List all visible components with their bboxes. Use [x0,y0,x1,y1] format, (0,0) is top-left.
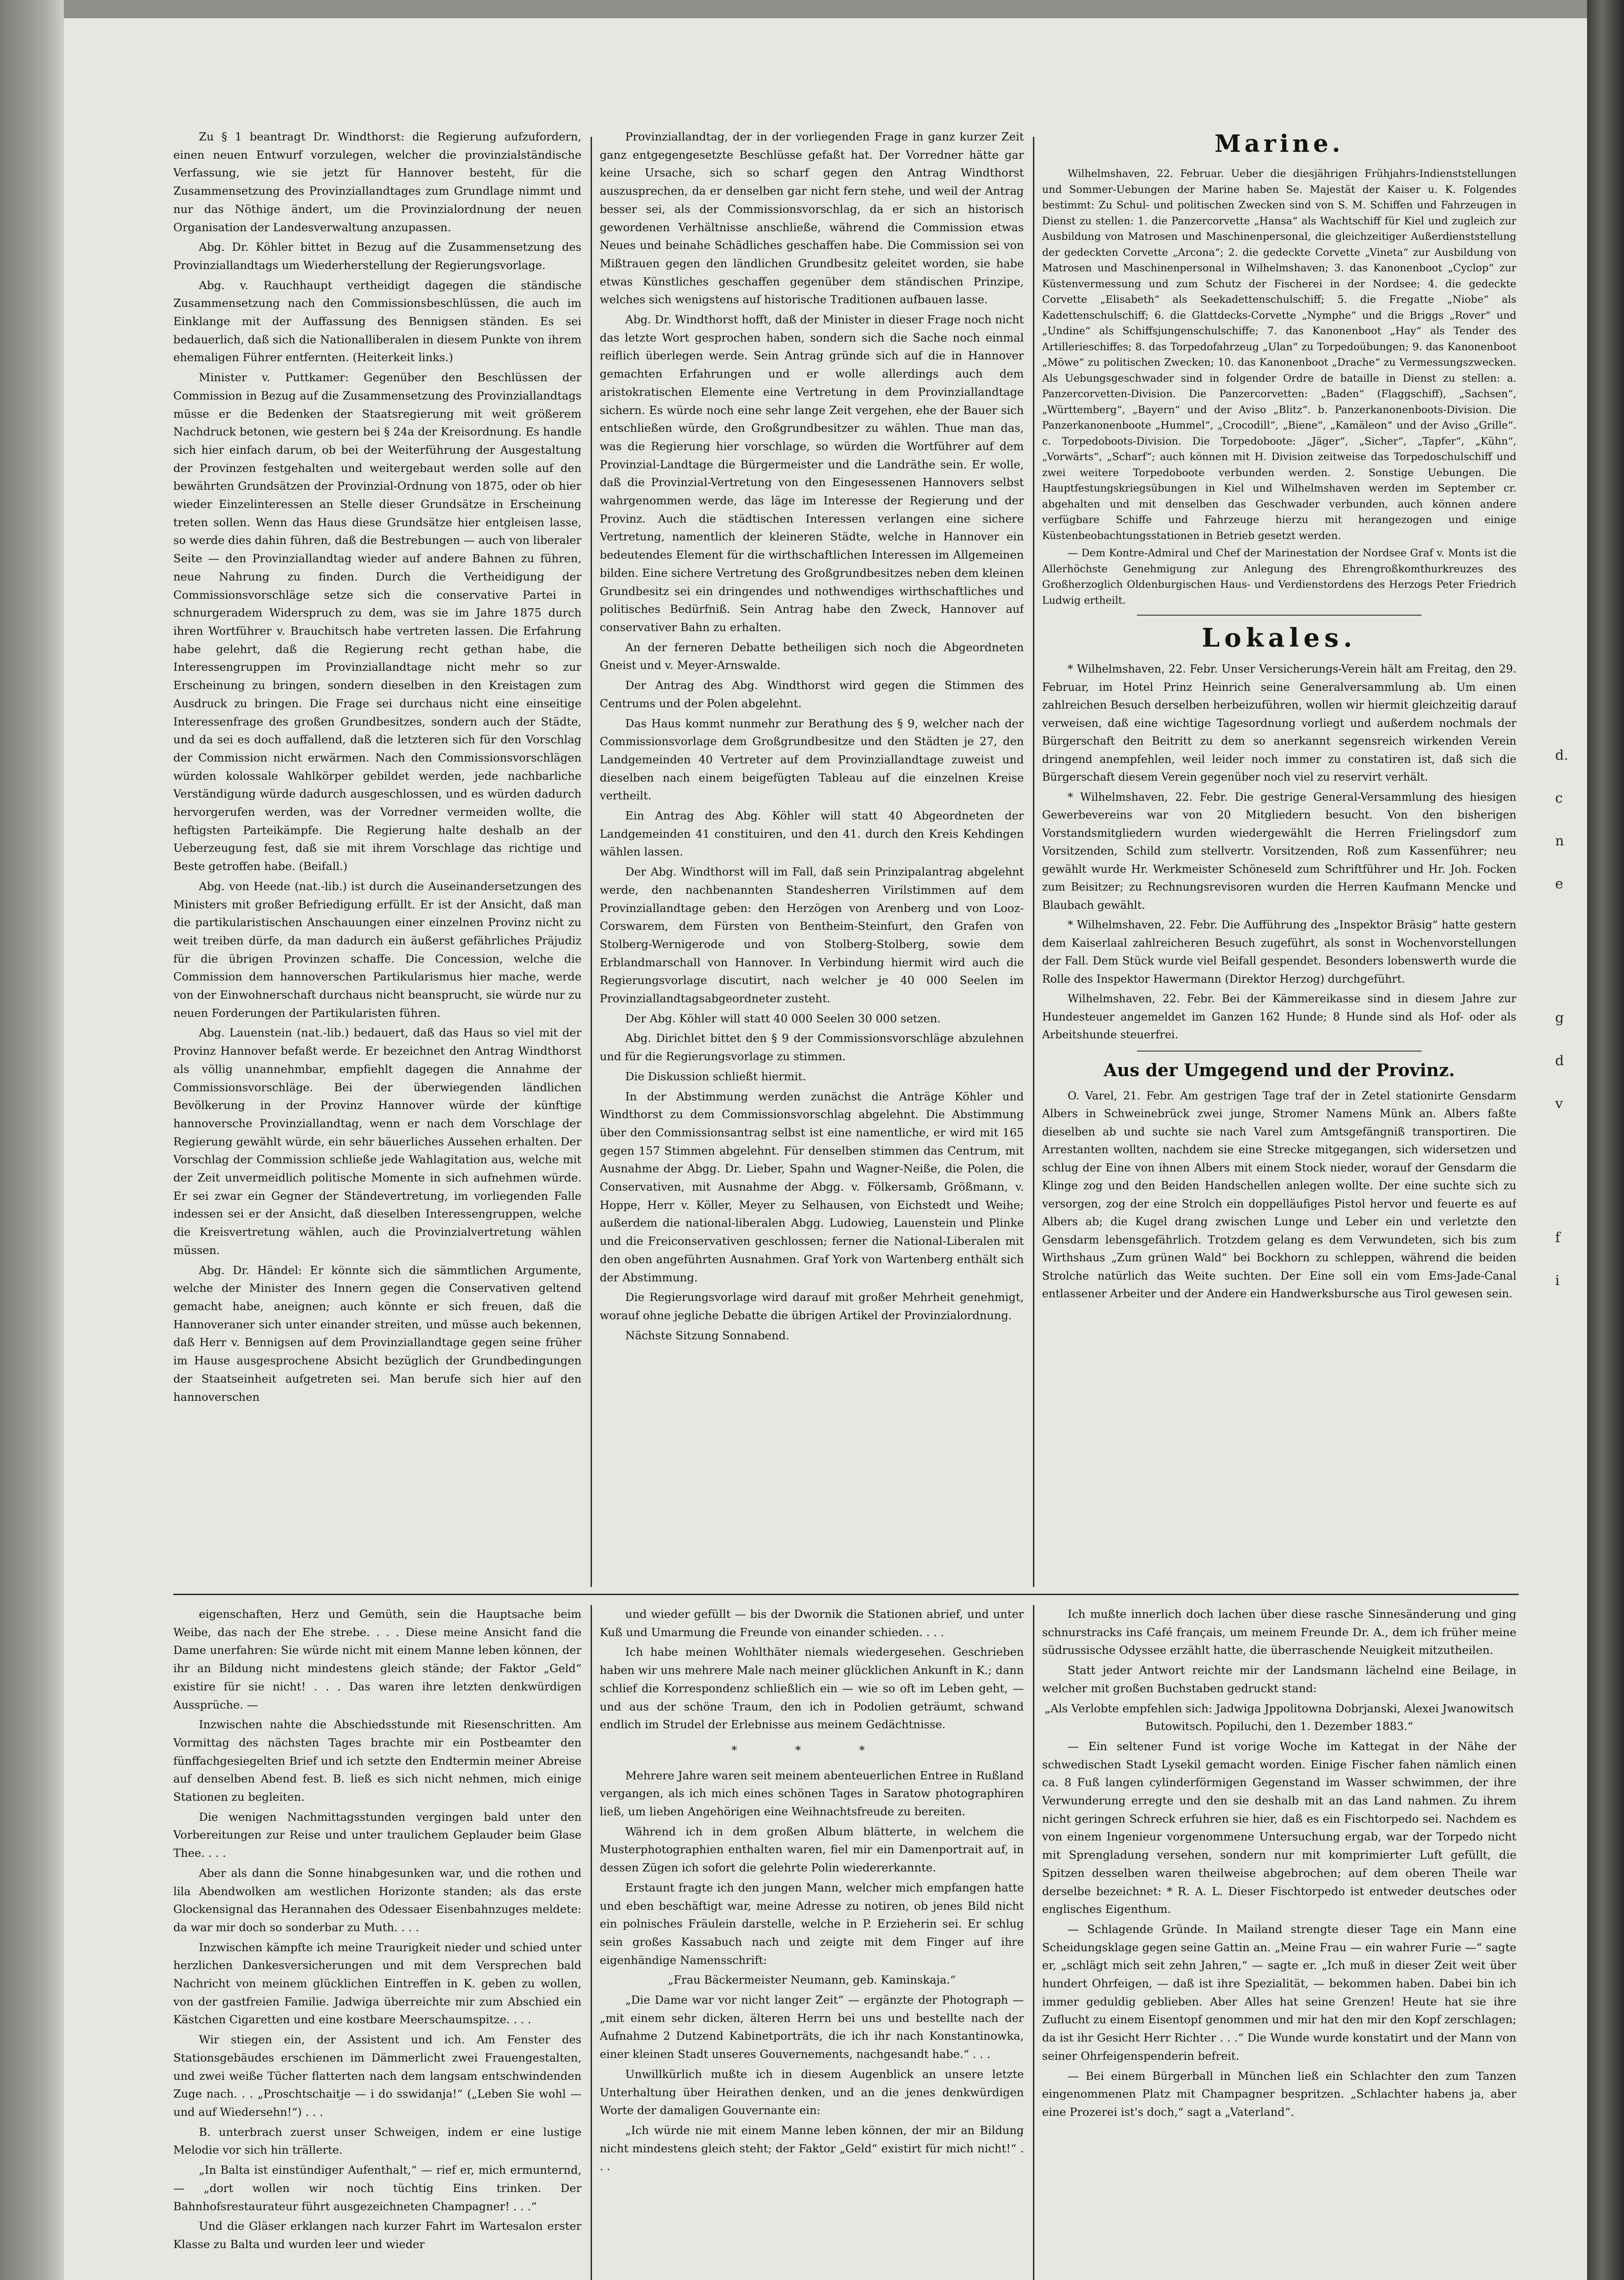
section-title-marine: Marine. [1214,130,1344,158]
article-paragraphs [600,128,1024,1344]
paragraph: — Ein seltener Fund ist vorige Woche im Kattegat in der Nähe der schwedischen Stadt Lysekil gemacht worden. Einige Fischer fahen nämlich einen ca. 8 Fuß langen cylinderförmigen Gegenstand im Wasser schwimmen, der ihre Verwunderung erregte und den sie deshalb mit an das Land nahmen. Zu ihrem nicht geringen Schreck erfuhren sie hier, daß es ein Fischtorpedo sei. Nachdem es von einem Ingenieur vorgenommene Untersuchung ergab, war der Torpedo nicht mit Sprengladung versehen, sondern nur mit komprimierter Luft gefüllt, die Spitzen desselben waren theilweise abgebrochen; auf dem oberen Theile war derselbe bezeichnet: * R. A. L. Dieser Fischtorpedo ist entweder deutsches oder englisches Eigenthum. [1042,1739,1516,1916]
column-divider [1033,137,1034,1587]
margin-marks [1555,748,1582,1289]
paragraph: — Bei einem Bürgerball in München ließ ein Schlachter den zum Tanzen eingenommenen Platz mit Champagner bespritzen. „Schlachter habens ja, aber eine Prozerei ist's doch,“ sagt a „Vaterland“. [1042,2069,1516,2119]
paragraph: Der Abg. Windthorst will im Fall, daß sein Prinzipalantrag abgelehnt werde, den nachbenannten Standesherren Virilstimmen auf dem Provinziallandtage geben: den Herzögen von Arenberg und von Looz-Corswarem, dem Fürsten von Bentheim-Steinfurt, den Grafen von Stolberg-Wernigerode und von Stolberg-Stolberg, sowie dem Erblandmarschall von Hannover. In Verbindung hiermit wird auch die Regierungsvorlage discutirt, nach welcher je 40 000 Seelen im Provinziallandtagsabgeordneter zusteht. [600,865,1024,1005]
paragraph: „Die Dame war vor nicht langer Zeit“ — ergänzte der Photograph — „mit einem sehr dicken, älteren Herrn bei uns und bestellte nach der Aufnahme 2 Dutzend Kabinetporträts, die ich ihr nach Konstantinowka, einer kleinen Stadt unseres Gouvernements, nachgesandt habe.“ . . . [600,1993,1024,2061]
paragraph: Der Antrag des Abg. Windthorst wird gegen die Stimmen des Centrums und der Polen abgelehnt. [600,679,1024,710]
margin-mark: g [1555,1010,1564,1026]
paragraph: Abg. Dr. Windthorst hofft, daß der Minister in dieser Frage noch nicht das letzte Wort gesprochen haben, sondern sich die Sache noch einmal reiflich überlegen werde. Sein Antrag gründe sich auf die in Hannover gemachten Erfahrungen und er wolle allerdings auch dem aristokratischen Elemente eine Vertretung in dem Provinziallandtage sichern. Es würde noch eine sehr lange Zeit vergehen, ehe der Bauer sich entschließen würde, den Großgrundbesitzer zu wählen. Thue man das, was die Regierung hier vorschlage, so würden die Wortführer auf dem Provinzial-Landtage die Bürgermeister und die Landräthe sein. Er wolle, daß die Provinzial-Vertretung von den Eingesessenen Hannovers selbst wahrgenommen werde, das läge im Interesse der Regierung und der Provinz. Auch die städtischen Interessen verlangen eine sichere Vertretung, namentlich der kleineren Städte, welche in Hannover ein bedeutendes Element für die wirthschaftlichen Interessen im Allgemeinen bilden. Eine sichere Vertretung des Großgrundbesitzes neben dem kleinen Grundbesitz sei ein dringendes und nothwendiges wirthschaftliches und politisches Bedürfniß. Sein Antrag habe den Zweck, Hannover auf conservativer Bahn zu erhalten. [600,313,1024,634]
column-divider [1033,1605,1034,2280]
bottom-column-2 [600,1605,1024,2280]
top-column-3 [1042,128,1516,1585]
paragraph: Die wenigen Nachmittagsstunden vergingen bald unter den Vorbereitungen zur Reise und unter traulichem Geplauder beim Glase Thee. . . . [173,1810,581,1860]
paragraph: * Wilhelmshaven, 22. Febr. Die gestrige General-Versammlung des hiesigen Gewerbevereins war von 20 Mitgliedern besucht. Von den bisherigen Vorstandsmitgliedern wurden wiedergewählt die Herren Frielingsdorf zum Vorsitzenden, Schild zum stellvertr. Vorsitzenden, Roß zum Kassenführer; neu gewählt wurde Hr. Werkmeister Schöneseld zum Schriftführer und Hr. Joh. Focken zum Beisitzer; zu Rechnungsrevisoren wurden die Herren Kaufmann Mencke und Blaubach gewählt. [1042,790,1516,912]
paragraph: Während ich in dem großen Album blätterte, in welchem die Musterphotographien enthalten waren, fiel mir ein Damenportrait auf, in dessen Zügen ich sofort die gelehrte Polin wiedererkannte. [600,1824,1024,1875]
paragraph: Zu § 1 beantragt Dr. Windthorst: die Regierung aufzufordern, einen neuen Entwurf vorzulegen, welcher die provinzialständische Verfassung, wie sie jetzt für Hannover besteht, für die Zusammensetzung des Provinziallandtages zum Grundlage nimmt und nur das Nöthige ändert, um die Provinzialordnung der neuen Organisation der Landesverwaltung anzupassen. [173,130,581,234]
paragraph: und wieder gefüllt — bis der Dwornik die Stationen abrief, und unter Kuß und Umarmung die Freunde von einander schieden. . . . [600,1607,1024,1639]
paragraph: Inzwischen nahte die Abschiedsstunde mit Riesenschritten. Am Vormittag des nächsten Tages brachte mir ein Postbeamter den fünffachgesiegelten Brief und ich setzte den Endtermin meiner Abreise auf denselben Abend fest. B. ließ es sich nicht nehmen, mich einige Stationen zu begleiten. [173,1718,581,1804]
paragraph: * Wilhelmshaven, 22. Febr. Die Aufführung des „Inspektor Bräsig“ hatte gestern dem Kaiserlaal zahlreicheren Besuch zugeführt, als sonst in Wochenvorstellungen der Fall. Dem Stück wurde viel Beifall gespendet. Besonders lobenswerth wurde die Rolle des Inspektor Hawermann (Direktor Herzog) durchgeführt. [1042,918,1516,985]
lokales-paragraphs [1042,660,1516,1044]
paragraph: Abg. v. Rauchhaupt vertheidigt dagegen die ständische Zusammensetzung nach den Commissionsbeschlüssen, die auch im Einklange mit der Auffassung des Bennigsen ständen. Es sei bedauerlich, daß sich die Nationalliberalen in diesem Punkte von ihrem ehemaligen Führer entfernten. (Heiterkeit links.) [173,278,581,364]
paragraph: Abg. Dirichlet bittet den § 9 der Commissionsvorschläge abzulehnen und für die Regierungsvorlage zu stimmen. [600,1031,1024,1063]
scan-right-edge [1587,0,1624,2280]
margin-mark: e [1555,876,1563,892]
paragraph: Wilhelmshaven, 22. Febr. Bei der Kämmereikasse sind in diesem Jahre zur Hundesteuer angemeldet im Ganzen 162 Hunde; 8 Hunde sind als Hof- oder als Arbeitshunde steuerfrei. [1042,992,1516,1041]
margin-mark: v [1555,1096,1563,1112]
paragraph: Abg. von Heede (nat.-lib.) ist durch die Auseinandersetzungen des Ministers mit großer Befriedigung erfüllt. Er ist der Ansicht, daß man die partikularistischen Anschauungen einer einzelnen Provinz nicht zu weit treiben dürfe, da man dadurch ein äußerst gefährliches Präjudiz für die übrigen Provinzen schaffe. Die Concession, welche die Commission dem hannoverschen Partikularismus hier mache, werde von der Einwohnerschaft durchaus nicht beansprucht, sie würde nur zu neuen Forderungen der Partikularisten führen. [173,879,581,1020]
section-rule [1137,1051,1422,1052]
paragraph: An der ferneren Debatte betheiligen sich noch die Abgeordneten Gneist und v. Meyer-Arnswalde. [600,640,1024,672]
paragraph: Wilhelmshaven, 22. Februar. Ueber die diesjährigen Frühjahrs-Indienststellungen und Sommer-Uebungen der Marine haben Se. Majestät der Kaiser u. K. Folgendes bestimmt: Zu Schul- und politischen Zwecken sind von S. M. Schiffen und Fahrzeugen in Dienst zu stellen: 1. die Panzercorvette „Hansa“ als Wachtschiff für Kiel und zugleich zur Ausbildung von Matrosen und Maschinenpersonal, die gleichzeitiger Außerdienststellung der gedeckten Corvette „Arcona“; 2. die gedeckte Corvette „Vineta“ zur Ausbildung von Matrosen und Maschinenpersonal in Wilhelmshaven; 3. das Kanonenboot „Cyclop“ zur Küstenvermessung und zum Schutz der Fischerei in der Nordsee; 4. die gedeckte Corvette „Elisabeth“ als Seekadettenschulschiff; 5. die Fregatte „Niobe“ als Kadettenschulschiff; 6. die Glattdecks-Corvette „Nymphe“ und die Briggs „Rover“ und „Undine“ als Schiffsjungenschulschiffe; 7. das Kanonenboot „Hay“ als Tender des Artillerieschiffes; 8. das Torpedofahrzeug „Ulan“ zu Torpedoübungen; 9. das Kanonenboot „Möwe“ zu politischen Zwecken; 10. das Kanonenboot „Drache“ zu Vermessungszwecken. Als Uebungsgeschwader sind in folgender Ordre de bataille in Dienst zu stellen: a. Panzercorvetten-Division. Die Panzercorvetten: „Baden“ (Flaggschiff), „Sachsen“, „Württemberg“, „Bayern“ und der Aviso „Blitz“. b. Panzerkanonenboots-Division. Die Panzerkanonenboote „Hummel“, „Crocodill“, „Biene“, „Kamäleon“ und der Aviso „Grille“. c. Torpedoboots-Division. Die Torpedoboote: „Jäger“, „Sicher“, „Tapfer“, „Kühn“, „Vorwärts“, „Scharf“; auch können mit H. Division zeitweise das Torpedoschulschiff und zwei weitere Torpedoboote verbunden werden. 2. Sonstige Uebungen. Die Hauptfestungskriegsübungen in Kiel und Wilhelmshaven werden im September cr. abgehalten und mit denselben das Geschwader verbunden, auch können andere verfügbare Schiffe und Fahrzeuge hierzu mit herangezogen und einige Küstenbeobachtungsstationen in Betrieb gesetzt werden. [1042,168,1516,542]
paragraph: Ich habe meinen Wohlthäter niemals wiedergesehen. Geschrieben haben wir uns mehrere Male nach meiner glücklichen Ankunft in K.; dann schlief die Korrespondenz schließlich ein — wie so oft im Leben geht, — und aus der schöne Traum, den ich in Podolien geträumt, schwand endlich im Strudel der Erlebnisse aus meinem Gedächtnisse. [600,1645,1024,1731]
margin-mark: c [1555,790,1563,806]
margin-mark: d [1555,1053,1564,1069]
paragraph: — Dem Kontre-Admiral und Chef der Marinestation der Nordsee Graf v. Monts ist die Allerhöchste Genehmigung zur Anlegung des Ehrengroßkomthurkreuzes des Großherzoglich Oldenburgischen Haus- und Verdienstordens des Herzogs Peter Friedrich Ludwig ertheilt. [1042,547,1516,606]
umgegend-paragraphs [1042,1087,1516,1303]
paragraph: Wir stiegen ein, der Assistent und ich. Am Fenster des Stationsgebäudes erschienen im Dämmerlicht zwei Frauengestalten, und zwei weiße Tücher flatterten nach dem langsam entschwindenden Zuge nach. . . „Proschtschaitje — i do sswidanja!“ („Leben Sie wohl — und auf Wiedersehn!“) . . . [173,2033,581,2119]
paragraph: Inzwischen kämpfte ich meine Traurigkeit nieder und schied unter herzlichen Dankesversicherungen und mit dem Versprechen bald Nachricht von meinem glücklichen Eintreffen in K. geben zu wollen, von der gastfreien Familie. Jadwiga überreichte mir zum Abschied ein Kästchen Cigaretten und eine kostbare Meerschaumspitze. . . . [173,1940,581,2026]
paragraph: Statt jeder Antwort reichte mir der Landsmann lächelnd eine Beilage, in welcher mit großen Buchstaben gedruckt stand: [1042,1663,1516,1695]
section-title-lokales: Lokales. [1202,623,1357,653]
paragraph: eigenschaften, Herz und Gemüth, sein die Hauptsache beim Weibe, das nach der Ehe strebe. . . . Diese meine Ansicht fand die Dame unerfahren: Sie würde nicht mit einem Manne leben können, der ihr an Bildung nicht mindestens gleich stände; der Faktor „Geld“ existire für sie nicht! . . . Das waren ihre letzten denkwürdigen Aussprüche. — [173,1607,581,1711]
column-divider [591,137,592,1587]
article-paragraphs [173,128,581,1406]
paragraph: Ich mußte innerlich doch lachen über diese rasche Sinnesänderung und ging schnurstracks ins Café français, um meinem Freunde Dr. A., dem ich früher meine südrussische Odyssee erzählt hatte, die überraschende Neuigkeit mitzutheilen. [1042,1607,1516,1657]
paragraph: Und die Gläser erklangen nach kurzer Fahrt im Wartesalon erster Klasse zu Balta und wurden leer und wieder [173,2219,581,2251]
paragraph: Ein Antrag des Abg. Köhler will statt 40 Abgeordneten der Landgemeinden 41 constituiren, und den 41. durch den Kreis Kehdingen wählen lassen. [600,809,1024,859]
paragraph: B. unterbrach zuerst unser Schweigen, indem er eine lustige Melodie vor sich hin trällerte. [173,2125,581,2157]
paragraph: In der Abstimmung werden zunächst die Anträge Köhler und Windthorst zu dem Commissionsvorschlag abgelehnt. Die Abstimmung über den Commissionsantrag selbst ist eine namentliche, er wird mit 165 gegen 157 Stimmen abgelehnt. Für denselben stimmen das Centrum, mit Ausnahme der Abgg. Dr. Lieber, Spahn und Wagner-Neiße, die Polen, die Conservativen, mit Ausnahme der Abgg. v. Fölkersamb, Größmann, v. Hoppe, Herr v. Köller, Meyer zu Selhausen, von Eichstedt und Weihe; außerdem die national-liberalen Abgg. Ludowieg, Lauenstein und Plinke und die Freiconservativen geschlossen; ferner die National-Liberalen mit den oben angeführten Ausnahmen. Graf York von Wartenberg enthält sich der Abstimmung. [600,1089,1024,1284]
feuilleton-paragraphs [173,1605,581,2254]
paragraph: Abg. Dr. Köhler bittet in Bezug auf die Zusammensetzung des Provinziallandtags um Wiederherstellung der Regierungsvorlage. [173,240,581,272]
margin-mark: n [1555,833,1564,849]
feuilleton-paragraphs [600,1605,1024,2176]
paragraph: „Ich würde nie mit einem Manne leben können, der mir an Bildung nicht mindestens gleich steht; der Faktor „Geld“ existirt für mich nicht!“ . . . [600,2123,1024,2173]
margin-mark: i [1555,1273,1560,1289]
vermischtes-paragraphs [1042,1605,1516,2121]
bottom-column-1 [173,1605,581,2280]
top-column-2 [600,128,1024,1585]
paragraph: Die Diskussion schließt hiermit. [625,1069,806,1083]
paragraph: Provinziallandtag, der in der vorliegenden Frage in ganz kurzer Zeit ganz entgegengesetzte Beschlüsse gefaßt hat. Der Vorredner hätte gar keine Ursache, sich so scharf gegen den Antrag Windthorst auszusprechen, da er denselben gar nicht fern stehe, und weil der Antrag besser sei, als der Commissionsvorschlag, da er sich an historisch gewordenen Verhältnisse anschließe, während die Commission etwas Neues und beinahe Schädliches geschaffen habe. Die Commission sei von Mißtrauen gegen den ländlichen Grundbesitz geleitet worden, sie habe etwas Künstliches geschaffen gegenüber dem ständischen Prinzipe, welches sich wenigstens auf historische Traditionen aufbauen lasse. [600,130,1024,306]
paragraph: O. Varel, 21. Febr. Am gestrigen Tage traf der in Zetel stationirte Gensdarm Albers in Schweinebrück zwei junge, Stromer Namens Münk an. Albers faßte dieselben ab und suchte sie nach Varel zum Amtsgefängniß transportiren. Die Arrestanten wollten, nachdem sie eine Strecke mitgegangen, sich widersetzen und schlug der Eine von ihnen Albers mit einem Stock nieder, worauf der Gensdarm die Klinge zog und den Beiden Handschellen anlegen wollte. Der eine suchte sich zu versorgen, zog der eine Strolch ein doppelläufiges Pistol hervor und feuerte es auf Albers ab; die Kugel drang zwischen Lunge und Leber ein und verletzte den Gensdarm lebensgefährlich. Trotzdem gelang es dem Verwundeten, sich bis zum Wirthshaus „Zum grünen Wald“ bei Bockhorn zu schleppen, während die beiden Strolche natürlich das Weite suchten. Der Eine soll ein vom Ems-Jade-Canal entlassener Arbeiter und der Andere ein Handwerksbursche aus Tirol gewesen sein. [1042,1089,1516,1300]
newspaper-page [64,18,1587,2280]
paragraph: Unwillkürlich mußte ich in diesem Augenblick an unsere letzte Unterhaltung über Heirathen denken, und an die jenes denkwürdigen Worte der damaligen Gouvernante ein: [600,2067,1024,2117]
paragraph: Minister v. Puttkamer: Gegenüber den Beschlüssen der Commission in Bezug auf die Zusammensetzung des Provinziallandtags müsse er die Bedenken der Staatsregierung mit weit größerem Nachdruck betonen, wie gestern bei § 24a der Kreisordnung. Es handle sich hier einfach darum, ob bei der Weiterführung der Ausgestaltung der Provinzen festgehalten und weitergebaut werden solle auf den bewährten Grundsätzen der Provinzial-Ordnung von 1875, oder ob hier wieder Einzelinteressen an Stelle dieser Grundsätze in Erscheinung treten sollen. Wenn das Haus diese Grundsätze hier entgleisen lasse, so werde dies dahin führen, daß die Bestrebungen — auch von liberaler Seite — den Provinziallandtag wieder auf andere Bahnen zu führen, neue Nahrung zu finden. Durch die Vertheidigung der Commissionsvorschläge setze sich die conservative Partei in schnurgeradem Widerspruch zu dem, was sie im Jahre 1875 durch ihren Wortführer v. Brauchitsch habe vertreten lassen. Die Erfahrung habe gelehrt, daß die Regierung recht gethan habe, die Interessengruppen im Provinziallandtage nicht mehr so zur Erscheinung zu bringen, sondern dieselben in den Kreistagen zum Ausdruck zu bringen. Die Frage sei durchaus nicht eine einseitige Interessenfrage des großen Grundbesitzes, sondern auch der Städte, und da sei es doch auffallend, daß die letzteren sich für den Vorschlag der Commission nicht erwärmen. Nach den Commissionsvorschlägen würden kolossale Wahlkörper gebildet werden, jede nachbarliche Verständigung würde dadurch ausgeschlossen, und es würden dadurch hervorgerufen werden, was der Vorredner vermeiden wollte, die heftigsten Parteikämpfe. Die Regierung halte deshalb an der Ueberzeugung fest, daß sie mit ihrem Vorschlage das richtige und Beste getroffen habe. (Beifall.) [173,371,581,873]
paragraph: Abg. Dr. Händel: Er könnte sich die sämmtlichen Argumente, welche der Minister des Innern gegen die Conservativen geltend gemacht habe, aneignen; auch könnte er sich freuen, daß die Hannoveraner sich unter einander streiten, und müsse auch bekennen, daß Herr v. Bennigsen auf dem Provinziallandtage gegen seine früher im Hause ausgesprochene Absicht bezüglich der Grundbedingungen der Staatseinheit aufgetreten sei. Man berufe sich hier auf den hannoverschen [173,1263,581,1404]
bottom-column-3 [1042,1605,1516,2280]
paragraph: „In Balta ist einstündiger Aufenthalt,“ — rief er, mich ermunternd, — „dort wollen wir noch tüchtig Eins trinken. Der Bahnhofsrestaurateur führt ausgezeichneten Champagner! . . .“ [173,2163,581,2213]
paragraph: * Wilhelmshaven, 22. Febr. Unser Versicherungs-Verein hält am Freitag, den 29. Februar, im Hotel Prinz Heinrich seine Generalversammlung ab. Um einen zahlreichen Besuch derselben herbeizuführen, wollen wir hiermit gleichzeitig darauf verweisen, daß eine wichtige Tagesordnung vorliegt und außerdem nochmals der Bürgerschaft den Beitritt zu dem so anerkannt segensreich wirkenden Verein dringend anempfehlen, weil leider noch immer zu constatiren ist, daß sich die Bürgerschaft diesem Verein gegenüber noch viel zu reservirt verhält. [1042,663,1516,783]
paragraph: Aber als dann die Sonne hinabgesunken war, und die rothen und lila Abendwolken am westlichen Horizonte standen; als das erste Glockensignal das Herannahen des Odessaer Eisenbahnzuges meldete: da war mir doch so sonderbar zu Muth. . . . [173,1866,581,1934]
scan-left-margin [0,0,64,2280]
margin-mark: f [1555,1230,1561,1246]
section-title-umgegend: Aus der Umgegend und der Provinz. [1104,1059,1455,1080]
paragraph: Die Regierungsvorlage wird darauf mit großer Mehrheit genehmigt, worauf ohne jegliche Debatte die übrigen Artikel der Provinzialordnung. [600,1290,1024,1322]
paragraph: Das Haus kommt nunmehr zur Berathung des § 9, welcher nach der Commissionsvorlage dem Großgrundbesitze und den Städten je 27, den Landgemeinden 40 Vertreter auf dem Provinziallandtage zuweist und dieselben nach einem beigefügten Tableau auf die einzelnen Kreise vertheilt. [600,716,1024,803]
margin-mark: d. [1555,747,1568,763]
paragraph: Der Abg. Köhler will statt 40 000 Seelen 30 000 setzen. [625,1011,941,1025]
marine-paragraphs [1042,166,1516,608]
paragraph: Abg. Lauenstein (nat.-lib.) bedauert, daß das Haus so viel mit der Provinz Hannover befaßt werde. Er bezeichnet den Antrag Windthorst als völlig unannehmbar, empfiehlt dagegen die Annahme der Commissionsvorschläge. Bei der überwiegenden ländlichen Bevölkerung in der Provinz Hannover würde der künftige hannoversche Provinziallandtag, wenn er nach dem Vorschlage der Regierung gewählt würde, ein sehr bäuerliches Aussehen erhalten. Der Vorschlag der Commission schließe jede Wahlagitation aus, welche mit der Zeit unvermeidlich politische Momente in sich aufnehmen würde. Er sei zwar ein Gegner der Ständevertretung, im vorliegenden Falle indessen sei er der Ansicht, daß dieselben Interessengruppen, welche die Kreisvertretung wählen, auch die Provinzialvertretung wählen müssen. [173,1026,581,1257]
feuilleton-divider [173,1594,1519,1595]
paragraph: Mehrere Jahre waren seit meinem abenteuerlichen Entree in Rußland vergangen, als ich mich eines schönen Tages in Saratow photographiren ließ, um lieben Angehörigen eine Weihnachtsfreude zu bereiten. [600,1768,1024,1819]
paragraph: — Schlagende Gründe. In Mailand strengte dieser Tage ein Mann eine Scheidungsklage gegen seine Gattin an. „Meine Frau — ein wahrer Furie —“ sagte er, „schlägt mich seit zehn Jahren,“ — sagte er. „Ich muß in dieser Zeit weit über hundert Ohrfeigen, — daß ist ihre Spezialität, — bekommen haben. Dabei bin ich immer geduldig geblieben. Aber Alles hat seine Grenzen! Heute hat sie ihre Zuflucht zu einem Eisentopf genommen und mir hat den mir den Kopf zerschlagen; da ist ihr Gesicht Herr Richter . . .“ Die Wunde wurde konstatirt und der Mann von seiner Ohrfeigenspenderin befreit. [1042,1922,1516,2062]
paragraph: „Als Verlobte empfehlen sich: Jadwiga Jppolitowna Dobrjanski, Alexei Jwanowitsch Butowitsch. Popiluchi, den 1. Dezember 1883.“ [1044,1701,1514,1733]
paragraph: * * * [731,1743,892,1757]
paragraph: Nächste Sitzung Sonnabend. [625,1328,789,1342]
section-rule [1137,615,1422,616]
paragraph: „Frau Bäckermeister Neumann, geb. Kaminskaja.“ [668,1973,956,1987]
paragraph: Erstaunt fragte ich den jungen Mann, welcher mich empfangen hatte und eben beschäftigt war, meine Adresse zu notiren, ob jenes Bild nicht ein polnisches Fräulein darstelle, welche in P. Erzieherin sei. Er schlug sein großes Kassabuch nach und zeigte mit dem Finger auf ihre eigenhändige Namensschrift: [600,1881,1024,1967]
top-column-1 [173,128,581,1585]
column-divider [591,1605,592,2280]
